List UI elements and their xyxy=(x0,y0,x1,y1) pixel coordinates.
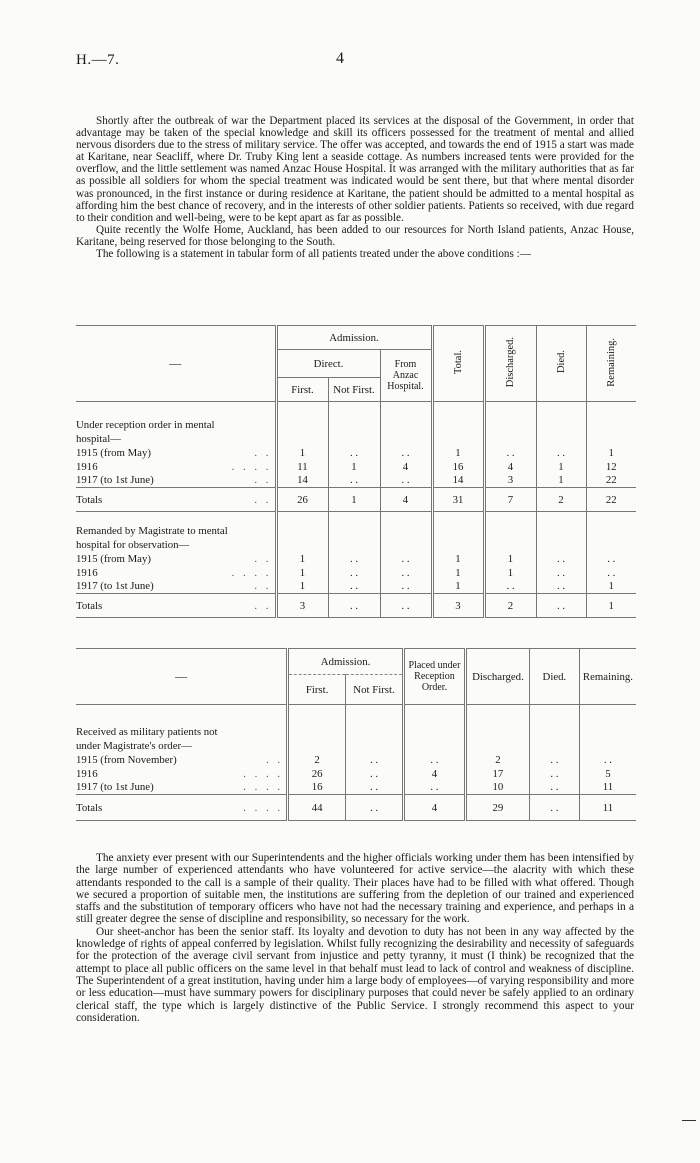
row-label: 1915 (from November) xyxy=(76,753,177,766)
cell: 29 xyxy=(465,795,529,821)
cell: . . xyxy=(328,552,380,566)
cell: 2 xyxy=(288,753,346,767)
row-label: 1916 xyxy=(76,566,98,579)
table-row: 1916 . . . . 11 1 4 16 4 1 12 xyxy=(76,460,636,474)
cell: 2 xyxy=(536,488,586,512)
cell: . . xyxy=(484,580,536,594)
totals-row: Totals . . 26 1 4 31 7 2 22 xyxy=(76,488,636,512)
cell: 1 xyxy=(586,446,636,460)
cell: 11 xyxy=(579,795,636,821)
cell: . . xyxy=(346,767,404,781)
cell: 16 xyxy=(288,781,346,795)
cell: . . xyxy=(536,594,586,618)
cell: . . xyxy=(380,594,432,618)
cell: 16 xyxy=(432,460,484,474)
cell: 31 xyxy=(432,488,484,512)
remaining-head: Remaining. xyxy=(586,326,636,402)
cell: 1 xyxy=(432,446,484,460)
cell: 14 xyxy=(432,474,484,488)
cell: . . xyxy=(529,767,579,781)
table-row: 1917 (to 1st June) . . 1 . . . . 1 . . . . 1 xyxy=(76,580,636,594)
totals-row: Totals . . 3 . . . . 3 2 . . 1 xyxy=(76,594,636,618)
cell: 4 xyxy=(484,460,536,474)
cell: . . xyxy=(536,566,586,580)
cell: . . xyxy=(346,781,404,795)
cell: 7 xyxy=(484,488,536,512)
cell: . . xyxy=(380,566,432,580)
cell: . . xyxy=(380,446,432,460)
admission-head: Admission. xyxy=(276,326,432,350)
paragraph: The following is a statement in tabular form of all patients treated under the above conditions :— xyxy=(96,248,531,261)
cell: 5 xyxy=(579,767,636,781)
cell: . . xyxy=(328,446,380,460)
cell: 1 xyxy=(432,552,484,566)
group-label: under Magistrate's order— xyxy=(76,739,192,752)
cell: 2 xyxy=(465,753,529,767)
table-row: 1916 . . . . 26 . . 4 17 . . 5 xyxy=(76,767,636,781)
died-head: Died. xyxy=(536,326,586,402)
group-label: Remanded by Magistrate to mental xyxy=(76,524,228,537)
table-row: 1917 (to 1st June) . . 14 . . . . 14 3 1 22 xyxy=(76,474,636,488)
paragraph: Shortly after the outbreak of war the Department placed its services at the disposal of the Government, in order that advantage may be taken of the special knowledge and skill its officers possessed for the treatment of mental and allied nervous disorders due to the stress of military service. The offer was accepted, and towards the end of 1915 a start was made at Karitane, near Seacliff, where Dr. Truby King lent a seaside cottage. As numbers increased tents were provided for the overflow, and the little settlement was named Anzac House Hospital. It was arranged with the military authorities that as far as possible all soldiers for whom the special treatment was indicated would be sent there, but that where mental disorder was pronounced, in the first instance or during residence at Karitane, the patient should be admitted to a mental hospital as affording him the best chance of recovery, and in the interests of other soldier patients. Patients so received, with due regard to their condition and well-being, were to be kept apart as far as possible. xyxy=(76,115,634,224)
page-number: 4 xyxy=(336,50,344,67)
cell: . . xyxy=(536,580,586,594)
cell: . . xyxy=(403,781,465,795)
cell: 4 xyxy=(380,460,432,474)
closing-text xyxy=(76,852,634,1024)
table-row: 1916 . . . . 1 . . . . 1 1 . . . . xyxy=(76,566,636,580)
intro-text xyxy=(76,115,634,260)
cell: 1 xyxy=(276,580,328,594)
row-label: 1915 (from May) xyxy=(76,552,151,565)
cell: . . xyxy=(346,753,404,767)
cell: 1 xyxy=(484,566,536,580)
cell: . . xyxy=(529,753,579,767)
first-head: First. xyxy=(276,378,328,402)
cell: . . xyxy=(586,552,636,566)
cell: . . xyxy=(529,795,579,821)
cell: . . xyxy=(328,474,380,488)
cell: 1 xyxy=(432,580,484,594)
discharged-head: Discharged. xyxy=(465,649,529,705)
direct-head: Direct. xyxy=(276,350,380,378)
table-row: 1915 (from May) . . 1 . . . . 1 1 . . . . xyxy=(76,552,636,566)
margin-mark xyxy=(682,1120,696,1121)
cell: 4 xyxy=(403,767,465,781)
cell: 1 xyxy=(328,488,380,512)
cell: 1 xyxy=(276,446,328,460)
cell: 22 xyxy=(586,488,636,512)
cell: 26 xyxy=(276,488,328,512)
paragraph: The anxiety ever present with our Superintendents and the higher officials working under them has been intensified by the large number of experienced attendants who have volunteered for active service—the alacrity with which these attendants responded to the call is a sample of their quality. Their places have had to be filled with what offered. Though we secured a proportion of suitable men, the institutions are suffering from the depletion of our trained and experienced staffs and the substitution of temporary officers who have not had the necessary training and experience, and perhaps in a still greater degree the sense of discipline and responsibility, so necessary for the work. xyxy=(76,852,634,926)
died-head: Died. xyxy=(529,649,579,705)
cell: . . xyxy=(529,781,579,795)
cell: 1 xyxy=(536,474,586,488)
cell: 1 xyxy=(536,460,586,474)
cell: 3 xyxy=(276,594,328,618)
totals-label: Totals xyxy=(76,599,103,612)
cell: 14 xyxy=(276,474,328,488)
report-code: H.—7. xyxy=(76,52,120,68)
first-head: First. xyxy=(288,675,346,705)
table-row: 1915 (from November) . . 2 . . . . 2 . . . . xyxy=(76,753,636,767)
group-label: Under reception order in mental xyxy=(76,418,215,431)
cell: 11 xyxy=(276,460,328,474)
cell: 11 xyxy=(579,781,636,795)
cell: 1 xyxy=(484,552,536,566)
cell: . . xyxy=(484,446,536,460)
cell: 1 xyxy=(276,552,328,566)
cell: 12 xyxy=(586,460,636,474)
stub-head: — xyxy=(76,649,288,705)
cell: . . xyxy=(380,552,432,566)
totals-row: Totals . . . . 44 . . 4 29 . . 11 xyxy=(76,795,636,821)
cell: . . xyxy=(579,753,636,767)
group-label: hospital— xyxy=(76,432,121,445)
row-label: 1917 (to 1st June) xyxy=(76,474,154,487)
cell: . . xyxy=(536,446,586,460)
cell: 22 xyxy=(586,474,636,488)
cell: 2 xyxy=(484,594,536,618)
table-row: 1915 (from May) . . 1 . . . . 1 . . . . 1 xyxy=(76,446,636,460)
cell: 1 xyxy=(328,460,380,474)
cell: 26 xyxy=(288,767,346,781)
group-label: Received as military patients not xyxy=(76,725,218,738)
group-label: hospital for observation— xyxy=(76,538,190,551)
from-anzac-head: From Anzac Hospital. xyxy=(380,350,432,402)
patients-table-2 xyxy=(76,648,636,821)
table-row: 1917 (to 1st June) . . . . 16 . . . . 10 . . 11 xyxy=(76,781,636,795)
cell: 10 xyxy=(465,781,529,795)
not-first-head: Not First. xyxy=(328,378,380,402)
patients-table-1 xyxy=(76,325,636,618)
row-label: 1917 (to 1st June) xyxy=(76,580,154,593)
paragraph: Quite recently the Wolfe Home, Auckland, has been added to our resources for North Island patients, Anzac House, Karitane, being reserved for those belonging to the South. xyxy=(76,223,634,248)
cell: 1 xyxy=(432,566,484,580)
cell: . . xyxy=(328,566,380,580)
row-label: 1917 (to 1st June) xyxy=(76,781,154,794)
row-label: 1916 xyxy=(76,460,98,473)
cell: . . xyxy=(536,552,586,566)
cell: 44 xyxy=(288,795,346,821)
cell: 1 xyxy=(276,566,328,580)
cell: 4 xyxy=(403,795,465,821)
total-head: Total. xyxy=(432,326,484,402)
cell: . . xyxy=(586,566,636,580)
cell: 3 xyxy=(484,474,536,488)
placed-head: Placed under Reception Order. xyxy=(403,649,465,705)
cell: 17 xyxy=(465,767,529,781)
stub-head: — xyxy=(76,326,276,402)
totals-label: Totals xyxy=(76,801,103,814)
cell: . . xyxy=(403,753,465,767)
cell: 1 xyxy=(586,580,636,594)
cell: . . xyxy=(380,474,432,488)
cell: . . xyxy=(328,580,380,594)
paragraph: Our sheet-anchor has been the senior staff. Its loyalty and devotion to duty has not been in any way affected by the knowledge of rights of appeal conferred by legislation. Whilst fully recognizing the desirability and necessity of safeguards for the protection of the average civil servant from injustice and petty tyranny, it must (I think) be recognized that the attempt to place all public officers on the same level in that behalf must lead to lack of control and weakness of discipline. The Superintendent of a great institution, having under him a large body of employees—of varying responsibility and more or less education—must have summary powers for disciplinary purposes that could never be safely applied to an ordinary clerical staff, the type which is largely distinctive of the Public Service. I strongly recommend this aspect to your consideration. xyxy=(76,925,634,1024)
cell: . . xyxy=(380,580,432,594)
cell: . . xyxy=(328,594,380,618)
admission-head: Admission. xyxy=(288,649,404,675)
discharged-head: Discharged. xyxy=(484,326,536,402)
row-label: 1915 (from May) xyxy=(76,446,151,459)
not-first-head: Not First. xyxy=(346,675,404,705)
cell: 3 xyxy=(432,594,484,618)
row-label: 1916 xyxy=(76,767,98,780)
cell: . . xyxy=(346,795,404,821)
remaining-head: Remaining. xyxy=(579,649,636,705)
cell: 1 xyxy=(586,594,636,618)
cell: 4 xyxy=(380,488,432,512)
totals-label: Totals xyxy=(76,493,103,506)
